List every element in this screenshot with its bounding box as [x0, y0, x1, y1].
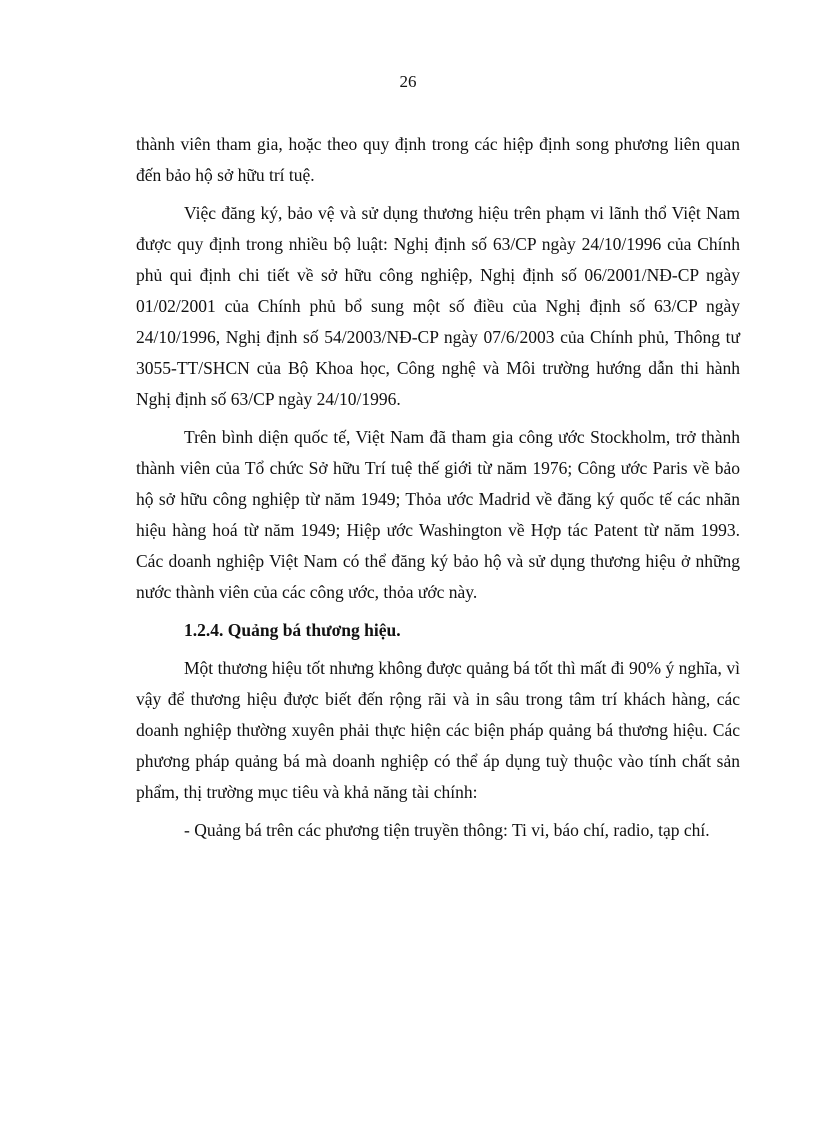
paragraph-international-treaties: Trên bình diện quốc tế, Việt Nam đã tham gia công ước Stockholm, trở thành thành viên của Tổ chức Sở hữu Trí tuệ thế giới từ năm 1976; Công ước Paris về bảo hộ sở hữu công nghiệp từ năm 1949; Thỏa ước Madrid về đăng ký quốc tế các nhãn hiệu hàng hoá từ năm 1949; Hiệp ước Washington về Hợp tác Patent từ năm 1993. Các doanh nghiệp Việt Nam có thể đăng ký bảo hộ và sử dụng thương hiệu ở những nước thành viên của các công ước, thỏa ước này.	[136, 427, 740, 602]
section-heading: 1.2.4. Quảng bá thương hiệu.	[184, 620, 401, 640]
list-item-media-promotion: - Quảng bá trên các phương tiện truyền thông: Ti vi, báo chí, radio, tạp chí.	[184, 820, 710, 840]
paragraph-brand-promotion: Một thương hiệu tốt nhưng không được quảng bá tốt thì mất đi 90% ý nghĩa, vì vậy để thương hiệu được biết đến rộng rãi và in sâu trong tâm trí khách hàng, các doanh nghiệp thường xuyên phải thực hiện các biện pháp quảng bá thương hiệu. Các phương pháp quảng bá mà doanh nghiệp có thể áp dụng tuỳ thuộc vào tính chất sản phẩm, thị trường mục tiêu và khả năng tài chính:	[136, 658, 740, 802]
page-number: 26	[399, 72, 417, 91]
paragraph-continuation: thành viên tham gia, hoặc theo quy định trong các hiệp định song phương liên quan đến bảo hộ sở hữu trí tuệ.	[136, 134, 740, 185]
paragraph-trademark-law: Việc đăng ký, bảo vệ và sử dụng thương hiệu trên phạm vi lãnh thổ Việt Nam được quy định trong nhiều bộ luật: Nghị định số 63/CP ngày 24/10/1996 của Chính phủ qui định chi tiết về sở hữu công nghiệp, Nghị định số 06/2001/NĐ-CP ngày 01/02/2001 của Chính phủ bổ sung một số điều của Nghị định số 63/CP ngày 24/10/1996, Nghị định số 54/2003/NĐ-CP ngày 07/6/2003 của Chính phủ, Thông tư 3055-TT/SHCN của Bộ Khoa học, Công nghệ và Môi trường hướng dẫn thi hành Nghị định số 63/CP ngày 24/10/1996.	[136, 203, 740, 409]
document-body	[136, 129, 740, 853]
